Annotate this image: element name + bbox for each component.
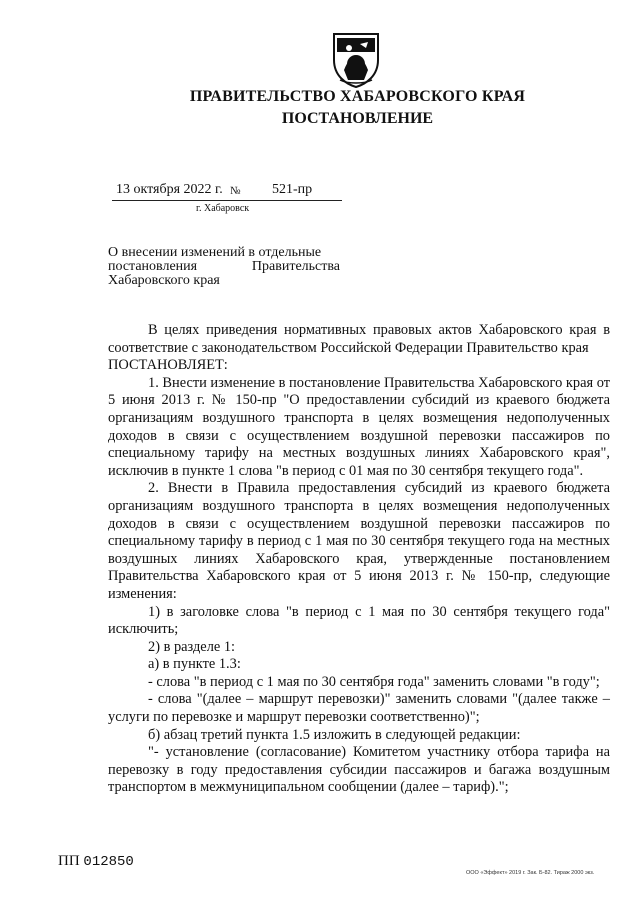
date-number-line [112, 180, 342, 201]
city: г. Хабаровск [196, 203, 250, 214]
subject-line: постановления Правительства [108, 259, 340, 274]
document-type: ПОСТАНОВЛЕНИЕ [281, 110, 434, 127]
subject-line: Хабаровского края [108, 273, 220, 288]
coat-of-arms-icon [330, 30, 382, 88]
paragraph: "- установление (согласование) Комитетом участнику отбора тарифа на перевозку в году предоставления субсидии пассажиров и багажа воздушным транспортом в межмуниципальном сообщении (далее – тариф)."; [108, 744, 610, 796]
decree-heading: ПОСТАНОВЛЯЕТ: [108, 357, 228, 374]
subject-line: О внесении изменений в отдельные [108, 245, 322, 260]
document-date: 13 октября 2022 г. [116, 182, 223, 197]
form-serial [58, 853, 134, 870]
paragraph: - слова "в период с 1 мая по 30 сентября года" заменить словами "в году"; [148, 673, 600, 690]
paragraph: а) в пункте 1.3: [148, 656, 241, 673]
document-subject [108, 246, 340, 288]
paragraph: 2. Внести в Правила предоставления субсидий из краевого бюджета организациям воздушного транспорта в целях возмещения недополученных доходов в связи с осуществлением воздушной перевозки пассажиров по специальному тарифу в период с 1 мая по 30 сентября текущего года на местных воздушных линиях Хабаровского края, утвержденные постановлением Правительства Хабаровского края от 5 июня 2013 г. № 150-пр, следующие изменения: [108, 480, 610, 602]
form-series: ПП [58, 853, 80, 869]
preamble-paragraph: В целях приведения нормативных правовых актов Хабаровского края в соответствие с законодательством Российской Федерации Правительство края [108, 322, 610, 356]
document-number: 521-пр [272, 182, 313, 197]
document-body [108, 322, 610, 797]
paragraph: - слова "(далее – маршрут перевозки)" заменить словами "(далее также – услуги по перевозке и маршрут перевозки соответственно)"; [108, 691, 610, 726]
number-label: № [230, 185, 241, 197]
paragraph: б) абзац третий пункта 1.5 изложить в следующей редакции: [148, 726, 521, 743]
government-title: ПРАВИТЕЛЬСТВО ХАБАРОВСКОГО КРАЯ [189, 88, 526, 105]
paragraph: 1. Внести изменение в постановление Правительства Хабаровского края от 5 июня 2013 г. № 150-пр "О предоставлении субсидий из краевого бюджета организациям воздушного транспорта в целях возмещения недополученных доходов в связи с осуществлением воздушной перевозки пассажиров по специальному тарифу на местных воздушных линиях Хабаровского края", исключив в пункте 1 слова "в период с 01 мая по 30 сентября текущего года". [108, 374, 610, 479]
paragraph: 2) в разделе 1: [148, 638, 236, 655]
paragraph: 1) в заголовке слова "в период с 1 мая по 30 сентября текущего года" исключить; [108, 603, 610, 638]
printer-imprint: ООО «Эффект» 2019 г. Зак. Б-82. Тираж 2000 экз. [466, 870, 595, 876]
form-code: 012850 [83, 854, 134, 870]
